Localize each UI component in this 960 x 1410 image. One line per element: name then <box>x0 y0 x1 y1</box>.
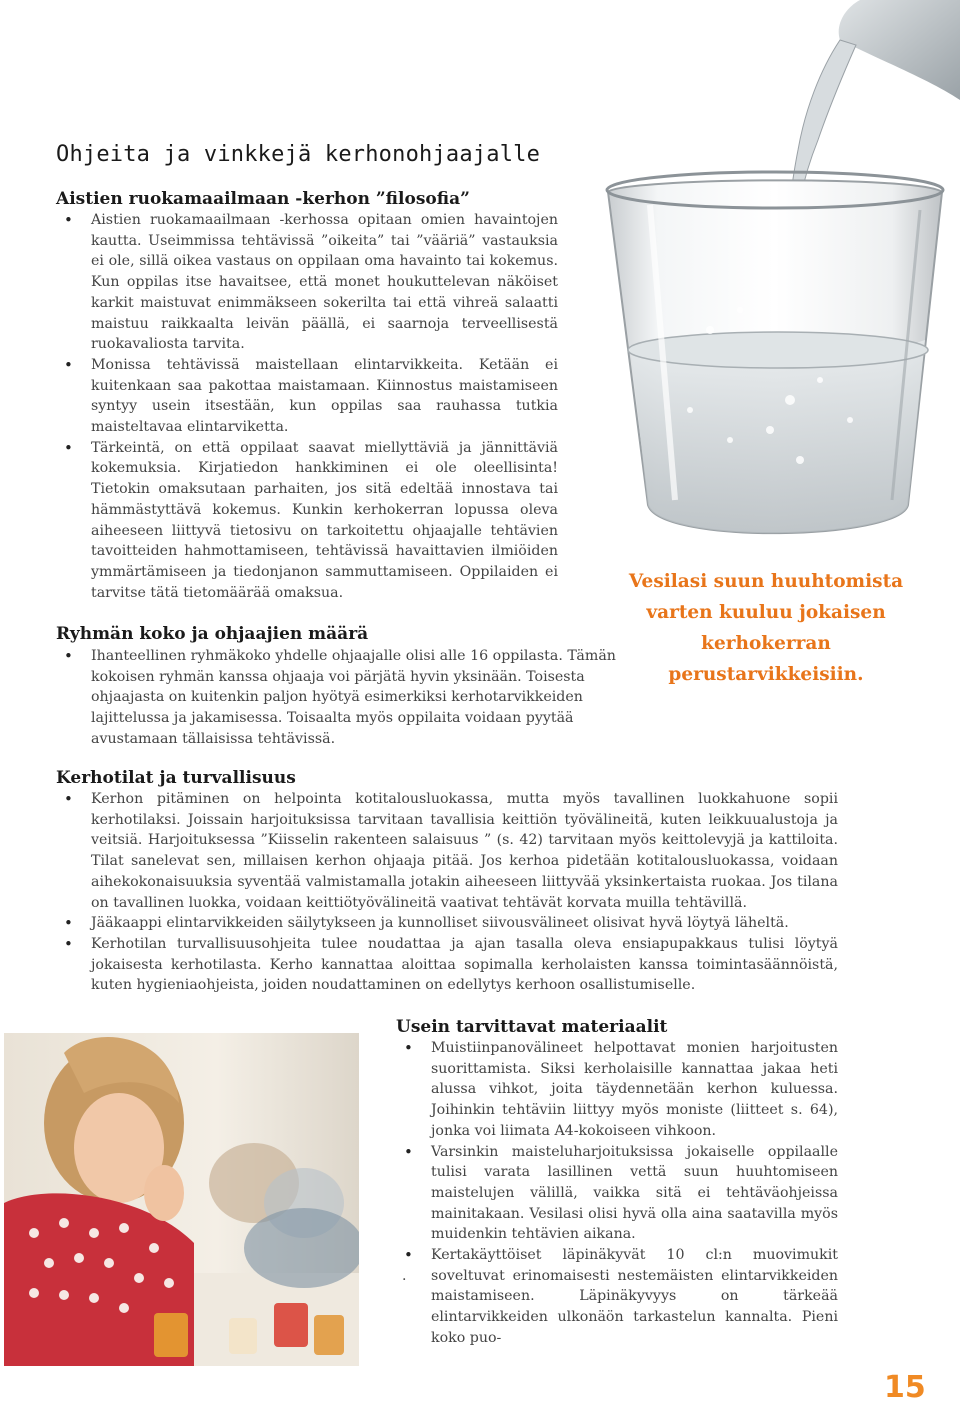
list-item: • Kertakäyttöiset läpinäkyvät 10 cl:n muovimukit soveltuvat erinomaisesti nestemäisten elintarvikkeiden maistamiseen. Läpinäkyvyys on tärkeää elintarvikkeiden ulkonäön tarkastelun kannalta. Pieni koko puo- <box>396 1245 838 1349</box>
facilities-heading: Kerhotilat ja turvallisuus <box>56 768 296 788</box>
group-size-list <box>56 646 654 750</box>
list-item: • Kerhotilan turvallisuusohjeita tulee noudattaa ja ajan tasalla oleva ensiapupakkaus tulisi löytyä jokaisesta kerhotilasta. Kerho kannattaa aloittaa sopimalla kerholaisten kanssa toimintasäännöistä, kuten hygieniaohjeista, joiden noudattaminen on edellytys kerhoon osallistumiselle. <box>56 934 838 996</box>
group-size-heading: Ryhmän koko ja ohjaajien määrä <box>56 624 369 644</box>
classroom-photo <box>4 1033 359 1366</box>
facilities-list <box>56 789 838 996</box>
list-item: • Kerhon pitäminen on helpointa kotitalousluokassa, mutta myös tavallinen luokkahuone sopii kerhotilaksi. Joissain harjoituksissa tarvitaan tavallisia keittiön työvälineitä, kuten leikkuualustoja ja veitsiä. Harjoituksessa ”Kiisselin rakenteen salaisuus ” (s. 42) tarvitaan myös keittolevyjä ja kattiloita. Tilat sanelevat sen, millaisen kerhon ohjaaja pitää. Jos kerhoa pidetään kotitalousluokassa, voidaan aihekokonaisuuksia syventää valmistamalla jotakin aiheeseen liittyvää yksinkertaista ruokaa. Jos tilana on tavallinen luokka, voidaan keittiötyövälineitä vaativat tehtävät korvata muilla tehtävillä. <box>56 789 838 913</box>
list-item: • Muistiinpanovälineet helpottavat monien harjoitusten suorittamista. Siksi kerholaisille kannattaa jakaa heti alussa vihkot, joita täydennetään kerhon kuluessa. Joihinkin tehtäviin liittyy myös moniste (liitteet s. 64), jonka voi liimata A4-kokoiseen vihkoon. <box>396 1038 838 1142</box>
list-item: • Varsinkin maisteluharjoituksissa jokaiselle oppilaalle tulisi varata lasillinen vettä suun huuhtomiseen maistelujen välillä, vaikka sitä ei tehtäväohjeissa mainitakaan. Vesilasi olisi hyvä olla aina saatavilla myös muidenkin tehtävien aikana. <box>396 1142 838 1246</box>
group-size-section <box>56 623 654 750</box>
list-item: • Jääkaappi elintarvikkeiden säilytykseen ja kunnolliset siivousvälineet olisivat hyvä löytyä läheltä. <box>56 913 838 934</box>
list-item: • Tärkeintä, on että oppilaat saavat miellyttäviä ja jännittäviä kokemuksia. Kirjatiedon hankkiminen ei ole oleellisinta! Tietokin omaksutaan parhaiten, jos sitä edeltää innostava tai hämmästyttävä kokemus. Kunkin kerhokerran lopussa oleva aiheeseen liittyvä tietosivu on tarkoitettu ohjaajalle tehtävien tavoitteiden hahmottamiseen, tehtävissä havaittavien ilmiöiden ymmärtämiseen ja tiedonjanon sammuttamiseen. Oppilaiden ei tarvitse tätä tietomäärää omaksua. <box>56 438 558 604</box>
stray-mark: . <box>402 1268 407 1284</box>
materials-list <box>396 1038 838 1349</box>
list-item: • Monissa tehtävissä maistellaan elintarvikkeita. Ketään ei kuitenkaan saa pakottaa maistamaan. Kiinnostus maistamiseen syntyy usein itsestään, kun oppilas saa rauhassa tutkia maisteltavaa elintarviketta. <box>56 355 558 438</box>
facilities-section <box>56 767 838 996</box>
materials-heading: Usein tarvittavat materiaalit <box>396 1017 668 1037</box>
philosophy-section <box>56 188 558 603</box>
callout-text: Vesilasi suun huuhtomista varten kuuluu jokaisen kerhokerran perustarvikkeisiin. <box>628 571 904 685</box>
philosophy-heading: Aistien ruokamaailmaan -kerhon ”filosofia” <box>56 189 470 209</box>
water-glass-photo <box>590 0 960 570</box>
philosophy-list <box>56 210 558 603</box>
list-item: • Ihanteellinen ryhmäkoko yhdelle ohjaajalle olisi alle 16 oppilasta. Tämän kokoisen ryhmän kanssa ohjaaja voi pärjätä hyvin yksinään. Toisesta ohjaajasta on kuitenkin paljon hyötyä esimerkiksi kerhotarvikkeiden lajittelussa ja jakamisessa. Toisaalta myös oppilaita voidaan pyytää avustamaan tällaisissa tehtävissä. <box>56 646 654 750</box>
materials-section <box>396 1016 838 1349</box>
page-title: Ohjeita ja vinkkejä kerhonohjaajalle <box>56 142 541 167</box>
page-number: 15 <box>884 1370 926 1405</box>
list-item: • Aistien ruokamaailmaan -kerhossa opitaan omien havaintojen kautta. Useimmissa tehtävissä ”oikeita” tai ”vääriä” vastauksia ei ole, sillä oikea vastaus on oppilaan oma havainto tai kokemus. Kun oppilas itse havaitsee, että monet houkuttelevan näköiset karkit maistuvat enimmäkseen sokerilta tai että vihreä salaatti maistuu raikkaalta leivän päällä, ei saarnoja terveellisestä ruokavaliosta tarvita. <box>56 210 558 355</box>
